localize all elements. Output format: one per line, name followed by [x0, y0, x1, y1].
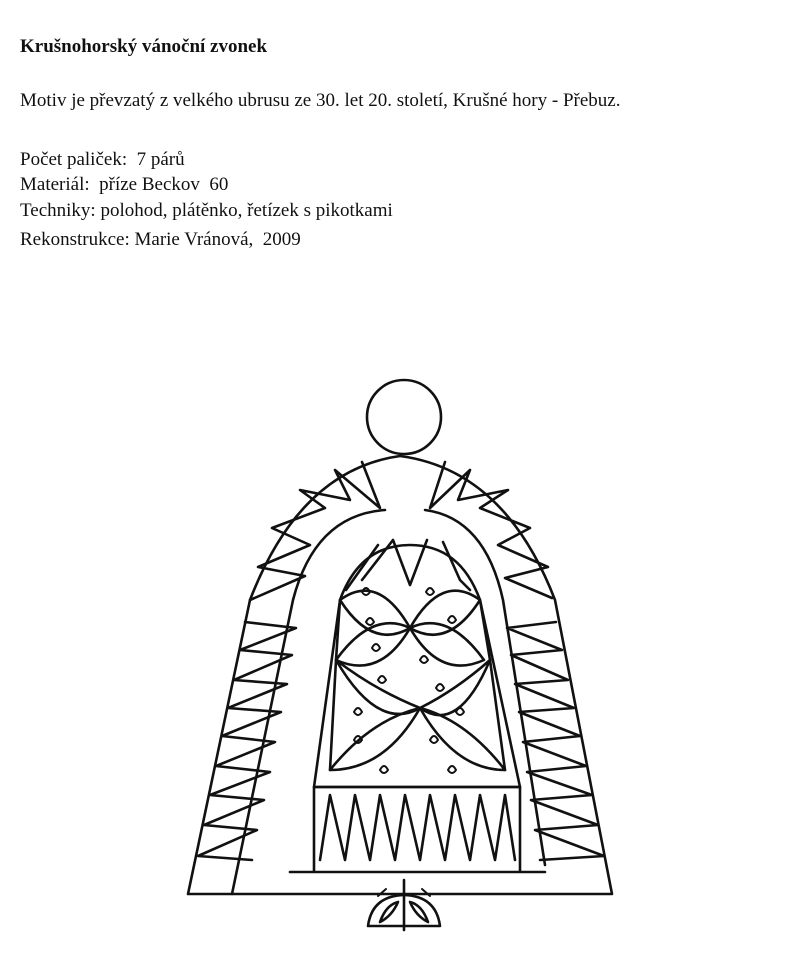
crown-rays	[346, 540, 470, 590]
right-band-zigzag-lower	[507, 622, 604, 860]
spec-reconstruction: Rekonstrukce: Marie Vránová, 2009	[20, 229, 301, 250]
spec-techniques: Techniky: polohod, plátěnko, řetízek s pikotkami	[20, 200, 393, 221]
spec-bobbins: Počet paliček: 7 párů	[20, 149, 185, 170]
bell-clapper	[368, 880, 440, 930]
right-band-zigzag	[430, 462, 552, 598]
left-band-zigzag	[250, 462, 380, 600]
bell-ring	[367, 380, 441, 454]
spec-material: Materiál: příze Beckov 60	[20, 174, 229, 195]
skirt-zigzag	[320, 795, 515, 860]
document-title: Krušnohorský vánoční zvonek	[20, 36, 268, 57]
intro-text: Motiv je převzatý z velkého ubrusu ze 30. let 20. století, Krušné hory - Přebuz.	[20, 90, 621, 111]
